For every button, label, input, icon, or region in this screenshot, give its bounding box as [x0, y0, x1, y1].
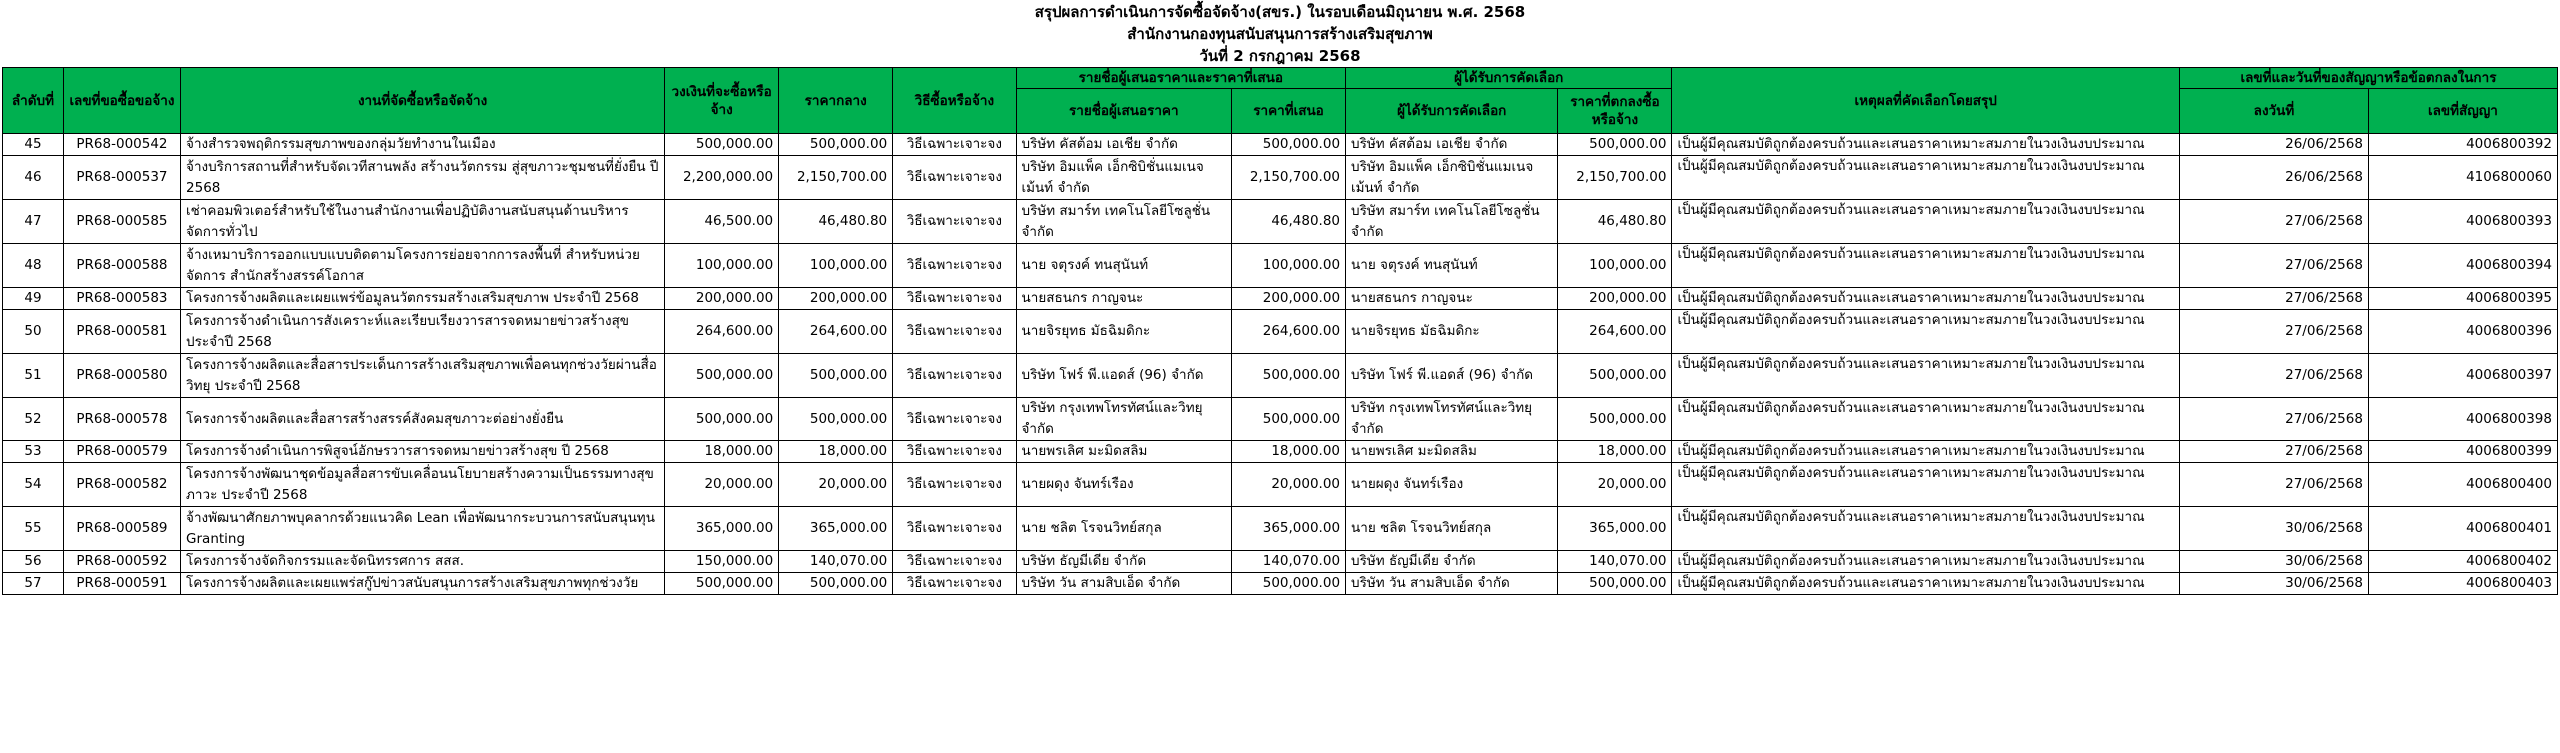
- cell-seq: 57: [3, 573, 64, 595]
- cell-median-price: 18,000.00: [779, 441, 893, 463]
- cell-bid-price: 500,000.00: [1232, 573, 1346, 595]
- table-row: [3, 507, 2558, 551]
- header-date: ลงวันที่: [2179, 89, 2368, 134]
- cell-bid-price: 500,000.00: [1232, 134, 1346, 156]
- header-median-price: ราคากลาง: [779, 68, 893, 134]
- cell-agreed-price: 365,000.00: [1558, 507, 1672, 551]
- cell-seq: 46: [3, 156, 64, 200]
- cell-selected-name: นายพรเลิศ มะมิดสลิม: [1346, 441, 1558, 463]
- cell-request-no: PR68-000589: [63, 507, 180, 551]
- cell-bidder-name: นายสธนกร กาญจนะ: [1016, 288, 1232, 310]
- table-row: [3, 244, 2558, 288]
- cell-seq: 52: [3, 398, 64, 441]
- cell-bid-price: 500,000.00: [1232, 398, 1346, 441]
- cell-method: วิธีเฉพาะเจาะจง: [893, 156, 1016, 200]
- cell-date: 27/06/2568: [2179, 310, 2368, 354]
- cell-date: 27/06/2568: [2179, 200, 2368, 244]
- cell-contract-no: 4006800397: [2368, 354, 2557, 398]
- cell-bidder-name: บริษัท กรุงเทพโทรทัศน์และวิทยุ จำกัด: [1016, 398, 1232, 441]
- cell-work: โครงการจ้างผลิตและสื่อสารสร้างสรรค์สังคมสุขภาวะต่อย่างยั่งยืน: [181, 398, 665, 441]
- cell-method: วิธีเฉพาะเจาะจง: [893, 463, 1016, 507]
- cell-method: วิธีเฉพาะเจาะจง: [893, 134, 1016, 156]
- cell-budget: 18,000.00: [665, 441, 779, 463]
- cell-seq: 49: [3, 288, 64, 310]
- cell-reason: เป็นผู้มีคุณสมบัติถูกต้องครบถ้วนและเสนอราคาเหมาะสมภายในวงเงินงบประมาณ: [1672, 441, 2180, 463]
- cell-reason: เป็นผู้มีคุณสมบัติถูกต้องครบถ้วนและเสนอราคาเหมาะสมภายในวงเงินงบประมาณ: [1672, 156, 2180, 200]
- cell-date: 30/06/2568: [2179, 507, 2368, 551]
- cell-date: 27/06/2568: [2179, 288, 2368, 310]
- cell-seq: 53: [3, 441, 64, 463]
- cell-bid-price: 46,480.80: [1232, 200, 1346, 244]
- cell-bidder-name: นาย ชลิต โรจนวิทย์สกุล: [1016, 507, 1232, 551]
- table-row: [3, 134, 2558, 156]
- cell-work: โครงการจ้างดำเนินการสังเคราะห์และเรียบเรียงวารสารจดหมายข่าวสร้างสุข ประจำปี 2568: [181, 310, 665, 354]
- cell-budget: 500,000.00: [665, 573, 779, 595]
- cell-contract-no: 4006800401: [2368, 507, 2557, 551]
- cell-contract-no: 4006800398: [2368, 398, 2557, 441]
- header-bid-price: ราคาที่เสนอ: [1232, 89, 1346, 134]
- cell-median-price: 100,000.00: [779, 244, 893, 288]
- procurement-table: [2, 67, 2558, 595]
- cell-bid-price: 200,000.00: [1232, 288, 1346, 310]
- cell-work: โครงการจ้างผลิตและสื่อสารประเด็นการสร้างเสริมสุขภาพเพื่อคนทุกช่วงวัยผ่านสื่อวิทยุ ประจำปี 2568: [181, 354, 665, 398]
- cell-reason: เป็นผู้มีคุณสมบัติถูกต้องครบถ้วนและเสนอราคาเหมาะสมภายในวงเงินงบประมาณ: [1672, 354, 2180, 398]
- cell-median-price: 264,600.00: [779, 310, 893, 354]
- cell-agreed-price: 200,000.00: [1558, 288, 1672, 310]
- cell-reason: เป็นผู้มีคุณสมบัติถูกต้องครบถ้วนและเสนอราคาเหมาะสมภายในวงเงินงบประมาณ: [1672, 573, 2180, 595]
- cell-date: 27/06/2568: [2179, 441, 2368, 463]
- cell-method: วิธีเฉพาะเจาะจง: [893, 310, 1016, 354]
- header-bidders-group: รายชื่อผู้เสนอราคาและราคาที่เสนอ: [1016, 68, 1346, 89]
- cell-work: จ้างสำรวจพฤติกรรมสุขภาพของกลุ่มวัยทำงานในเมือง: [181, 134, 665, 156]
- cell-selected-name: นาย ชลิต โรจนวิทย์สกุล: [1346, 507, 1558, 551]
- cell-median-price: 20,000.00: [779, 463, 893, 507]
- cell-request-no: PR68-000585: [63, 200, 180, 244]
- cell-selected-name: นายจิรยุทธ มัธฉิมดิกะ: [1346, 310, 1558, 354]
- cell-work: โครงการจ้างจัดกิจกรรมและจัดนิทรรศการ สสส.: [181, 551, 665, 573]
- cell-selected-name: บริษัท อิมแพ็ค เอ็กซิบิชั่นแมเนจเม้นท์ จำกัด: [1346, 156, 1558, 200]
- cell-budget: 46,500.00: [665, 200, 779, 244]
- cell-method: วิธีเฉพาะเจาะจง: [893, 551, 1016, 573]
- table-row: [3, 551, 2558, 573]
- header-contract-group: เลขที่และวันที่ของสัญญาหรือข้อตกลงในการ: [2179, 68, 2557, 89]
- cell-median-price: 46,480.80: [779, 200, 893, 244]
- cell-bid-price: 500,000.00: [1232, 354, 1346, 398]
- cell-bidder-name: บริษัท โฟร์ พี.แอดส์ (96) จำกัด: [1016, 354, 1232, 398]
- table-row: [3, 200, 2558, 244]
- cell-request-no: PR68-000542: [63, 134, 180, 156]
- cell-reason: เป็นผู้มีคุณสมบัติถูกต้องครบถ้วนและเสนอราคาเหมาะสมภายในวงเงินงบประมาณ: [1672, 463, 2180, 507]
- cell-reason: เป็นผู้มีคุณสมบัติถูกต้องครบถ้วนและเสนอราคาเหมาะสมภายในวงเงินงบประมาณ: [1672, 288, 2180, 310]
- cell-work: โครงการจ้างผลิตและเผยแพร่สกู๊ปข่าวสนับสนุนการสร้างเสริมสุขภาพทุกช่วงวัย: [181, 573, 665, 595]
- cell-bidder-name: นายพรเลิศ มะมิดสลิม: [1016, 441, 1232, 463]
- cell-method: วิธีเฉพาะเจาะจง: [893, 441, 1016, 463]
- cell-budget: 150,000.00: [665, 551, 779, 573]
- header-seq: ลำดับที่: [3, 68, 64, 134]
- cell-bidder-name: บริษัท คัสต้อม เอเชีย จำกัด: [1016, 134, 1232, 156]
- cell-bid-price: 2,150,700.00: [1232, 156, 1346, 200]
- cell-agreed-price: 140,070.00: [1558, 551, 1672, 573]
- cell-contract-no: 4006800395: [2368, 288, 2557, 310]
- table-header: [3, 68, 2558, 134]
- cell-seq: 55: [3, 507, 64, 551]
- table-row: [3, 463, 2558, 507]
- cell-seq: 54: [3, 463, 64, 507]
- cell-reason: เป็นผู้มีคุณสมบัติถูกต้องครบถ้วนและเสนอราคาเหมาะสมภายในวงเงินงบประมาณ: [1672, 134, 2180, 156]
- cell-selected-name: บริษัท วัน สามสิบเอ็ด จำกัด: [1346, 573, 1558, 595]
- cell-bid-price: 20,000.00: [1232, 463, 1346, 507]
- cell-agreed-price: 500,000.00: [1558, 398, 1672, 441]
- report-title: สรุปผลการดำเนินการจัดซื้อจัดจ้าง(สขร.) ในรอบเดือนมิถุนายน พ.ศ. 2568: [1034, 3, 1526, 21]
- cell-work: โครงการจ้างดำเนินการพิสูจน์อักษรวารสารจดหมายข่าวสร้างสุข ปี 2568: [181, 441, 665, 463]
- table-row: [3, 156, 2558, 200]
- cell-method: วิธีเฉพาะเจาะจง: [893, 288, 1016, 310]
- cell-work: จ้างพัฒนาศักยภาพบุคลากรด้วยแนวคิด Lean เพื่อพัฒนากระบวนการสนับสนุนทุน Granting: [181, 507, 665, 551]
- cell-work: จ้างเหมาบริการออกแบบแบบติดตามโครงการย่อยจากการลงพื้นที่ สำหรับหน่วยจัดการ สำนักสร้างสรรค์โอกาส: [181, 244, 665, 288]
- cell-request-no: PR68-000578: [63, 398, 180, 441]
- cell-contract-no: 4006800399: [2368, 441, 2557, 463]
- header-request-no: เลขที่ขอซื้อขอจ้าง: [63, 68, 180, 134]
- header-method: วิธีซื้อหรือจ้าง: [893, 68, 1016, 134]
- cell-agreed-price: 500,000.00: [1558, 134, 1672, 156]
- cell-contract-no: 4006800403: [2368, 573, 2557, 595]
- cell-selected-name: บริษัท กรุงเทพโทรทัศน์และวิทยุ จำกัด: [1346, 398, 1558, 441]
- cell-bidder-name: นายจิรยุทธ มัธฉิมดิกะ: [1016, 310, 1232, 354]
- cell-date: 27/06/2568: [2179, 398, 2368, 441]
- cell-contract-no: 4006800402: [2368, 551, 2557, 573]
- cell-reason: เป็นผู้มีคุณสมบัติถูกต้องครบถ้วนและเสนอราคาเหมาะสมภายในวงเงินงบประมาณ: [1672, 244, 2180, 288]
- cell-request-no: PR68-000581: [63, 310, 180, 354]
- header-selected-group: ผู้ได้รับการคัดเลือก: [1346, 68, 1672, 89]
- cell-work: เช่าคอมพิวเตอร์สำหรับใช้ในงานสำนักงานเพื่อปฏิบัติงานสนับสนุนด้านบริหารจัดการทั่วไป: [181, 200, 665, 244]
- cell-date: 27/06/2568: [2179, 244, 2368, 288]
- table-row: [3, 398, 2558, 441]
- cell-bidder-name: นาย จตุรงค์ ทนสุนันท์: [1016, 244, 1232, 288]
- cell-median-price: 365,000.00: [779, 507, 893, 551]
- cell-bidder-name: นายผดุง จันทร์เรือง: [1016, 463, 1232, 507]
- cell-budget: 264,600.00: [665, 310, 779, 354]
- cell-work: โครงการจ้างพัฒนาชุดข้อมูลสื่อสารขับเคลื่อนนโยบายสร้างความเป็นธรรมทางสุขภาวะ ประจำปี 2568: [181, 463, 665, 507]
- cell-budget: 500,000.00: [665, 134, 779, 156]
- cell-date: 26/06/2568: [2179, 134, 2368, 156]
- cell-selected-name: บริษัท คัสต้อม เอเชีย จำกัด: [1346, 134, 1558, 156]
- cell-seq: 48: [3, 244, 64, 288]
- cell-request-no: PR68-000588: [63, 244, 180, 288]
- cell-date: 27/06/2568: [2179, 463, 2368, 507]
- cell-request-no: PR68-000580: [63, 354, 180, 398]
- cell-method: วิธีเฉพาะเจาะจง: [893, 507, 1016, 551]
- cell-seq: 50: [3, 310, 64, 354]
- cell-budget: 20,000.00: [665, 463, 779, 507]
- cell-reason: เป็นผู้มีคุณสมบัติถูกต้องครบถ้วนและเสนอราคาเหมาะสมภายในวงเงินงบประมาณ: [1672, 310, 2180, 354]
- cell-request-no: PR68-000537: [63, 156, 180, 200]
- cell-contract-no: 4106800060: [2368, 156, 2557, 200]
- cell-contract-no: 4006800393: [2368, 200, 2557, 244]
- cell-budget: 500,000.00: [665, 354, 779, 398]
- cell-agreed-price: 2,150,700.00: [1558, 156, 1672, 200]
- header-budget: วงเงินที่จะซื้อหรือจ้าง: [665, 68, 779, 134]
- table-row: [3, 573, 2558, 595]
- cell-median-price: 2,150,700.00: [779, 156, 893, 200]
- cell-seq: 51: [3, 354, 64, 398]
- cell-work: โครงการจ้างผลิตและเผยแพร่ข้อมูลนวัตกรรมสร้างเสริมสุขภาพ ประจำปี 2568: [181, 288, 665, 310]
- cell-reason: เป็นผู้มีคุณสมบัติถูกต้องครบถ้วนและเสนอราคาเหมาะสมภายในวงเงินงบประมาณ: [1672, 507, 2180, 551]
- header-agreed-price: ราคาที่ตกลงซื้อหรือจ้าง: [1558, 89, 1672, 134]
- cell-reason: เป็นผู้มีคุณสมบัติถูกต้องครบถ้วนและเสนอราคาเหมาะสมภายในวงเงินงบประมาณ: [1672, 398, 2180, 441]
- cell-budget: 365,000.00: [665, 507, 779, 551]
- cell-request-no: PR68-000592: [63, 551, 180, 573]
- cell-selected-name: บริษัท ธัญมีเดีย จำกัด: [1346, 551, 1558, 573]
- cell-bid-price: 264,600.00: [1232, 310, 1346, 354]
- cell-request-no: PR68-000582: [63, 463, 180, 507]
- cell-budget: 500,000.00: [665, 398, 779, 441]
- cell-bidder-name: บริษัท ธัญมีเดีย จำกัด: [1016, 551, 1232, 573]
- cell-agreed-price: 500,000.00: [1558, 573, 1672, 595]
- cell-agreed-price: 46,480.80: [1558, 200, 1672, 244]
- cell-date: 30/06/2568: [2179, 573, 2368, 595]
- cell-seq: 47: [3, 200, 64, 244]
- cell-agreed-price: 500,000.00: [1558, 354, 1672, 398]
- table-row: [3, 354, 2558, 398]
- cell-request-no: PR68-000579: [63, 441, 180, 463]
- cell-median-price: 140,070.00: [779, 551, 893, 573]
- cell-date: 27/06/2568: [2179, 354, 2368, 398]
- cell-reason: เป็นผู้มีคุณสมบัติถูกต้องครบถ้วนและเสนอราคาเหมาะสมภายในวงเงินงบประมาณ: [1672, 551, 2180, 573]
- cell-bidder-name: บริษัท วัน สามสิบเอ็ด จำกัด: [1016, 573, 1232, 595]
- report-date: วันที่ 2 กรกฎาคม 2568: [1199, 47, 1361, 65]
- header-reason: เหตุผลที่คัดเลือกโดยสรุป: [1672, 68, 2180, 134]
- cell-median-price: 500,000.00: [779, 398, 893, 441]
- cell-median-price: 500,000.00: [779, 134, 893, 156]
- cell-request-no: PR68-000591: [63, 573, 180, 595]
- cell-method: วิธีเฉพาะเจาะจง: [893, 354, 1016, 398]
- cell-bidder-name: บริษัท อิมแพ็ค เอ็กซิบิชั่นแมเนจเม้นท์ จำกัด: [1016, 156, 1232, 200]
- cell-selected-name: นายผดุง จันทร์เรือง: [1346, 463, 1558, 507]
- cell-budget: 200,000.00: [665, 288, 779, 310]
- cell-seq: 45: [3, 134, 64, 156]
- header-contract-no: เลขที่สัญญา: [2368, 89, 2557, 134]
- cell-selected-name: นายสธนกร กาญจนะ: [1346, 288, 1558, 310]
- table-row: [3, 288, 2558, 310]
- cell-bid-price: 140,070.00: [1232, 551, 1346, 573]
- cell-method: วิธีเฉพาะเจาะจง: [893, 244, 1016, 288]
- cell-method: วิธีเฉพาะเจาะจง: [893, 200, 1016, 244]
- cell-selected-name: นาย จตุรงค์ ทนสุนันท์: [1346, 244, 1558, 288]
- cell-median-price: 500,000.00: [779, 573, 893, 595]
- cell-bidder-name: บริษัท สมาร์ท เทคโนโลยีโซลูชั่น จำกัด: [1016, 200, 1232, 244]
- cell-date: 26/06/2568: [2179, 156, 2368, 200]
- cell-contract-no: 4006800396: [2368, 310, 2557, 354]
- cell-seq: 56: [3, 551, 64, 573]
- cell-agreed-price: 20,000.00: [1558, 463, 1672, 507]
- cell-work: จ้างบริการสถานที่สำหรับจัดเวทีสานพลัง สร้างนวัตกรรม สู่สุขภาวะชุมชนที่ยั่งยืน ปี 2568: [181, 156, 665, 200]
- header-selected-name: ผู้ได้รับการคัดเลือก: [1346, 89, 1558, 134]
- cell-method: วิธีเฉพาะเจาะจง: [893, 398, 1016, 441]
- cell-bid-price: 18,000.00: [1232, 441, 1346, 463]
- cell-contract-no: 4006800392: [2368, 134, 2557, 156]
- table-row: [3, 310, 2558, 354]
- cell-agreed-price: 100,000.00: [1558, 244, 1672, 288]
- cell-selected-name: บริษัท โฟร์ พี.แอดส์ (96) จำกัด: [1346, 354, 1558, 398]
- report-titles: [0, 0, 2560, 67]
- table-body: [3, 134, 2558, 595]
- header-bidder-name: รายชื่อผู้เสนอราคา: [1016, 89, 1232, 134]
- cell-budget: 2,200,000.00: [665, 156, 779, 200]
- cell-median-price: 200,000.00: [779, 288, 893, 310]
- cell-bid-price: 365,000.00: [1232, 507, 1346, 551]
- cell-contract-no: 4006800400: [2368, 463, 2557, 507]
- cell-date: 30/06/2568: [2179, 551, 2368, 573]
- cell-request-no: PR68-000583: [63, 288, 180, 310]
- cell-reason: เป็นผู้มีคุณสมบัติถูกต้องครบถ้วนและเสนอราคาเหมาะสมภายในวงเงินงบประมาณ: [1672, 200, 2180, 244]
- cell-bid-price: 100,000.00: [1232, 244, 1346, 288]
- cell-agreed-price: 18,000.00: [1558, 441, 1672, 463]
- cell-agreed-price: 264,600.00: [1558, 310, 1672, 354]
- cell-contract-no: 4006800394: [2368, 244, 2557, 288]
- cell-median-price: 500,000.00: [779, 354, 893, 398]
- report-organization: สำนักงานกองทุนสนับสนุนการสร้างเสริมสุขภาพ: [1127, 25, 1433, 43]
- cell-method: วิธีเฉพาะเจาะจง: [893, 573, 1016, 595]
- cell-selected-name: บริษัท สมาร์ท เทคโนโลยีโซลูชั่น จำกัด: [1346, 200, 1558, 244]
- cell-budget: 100,000.00: [665, 244, 779, 288]
- header-work: งานที่จัดซื้อหรือจัดจ้าง: [181, 68, 665, 134]
- table-row: [3, 441, 2558, 463]
